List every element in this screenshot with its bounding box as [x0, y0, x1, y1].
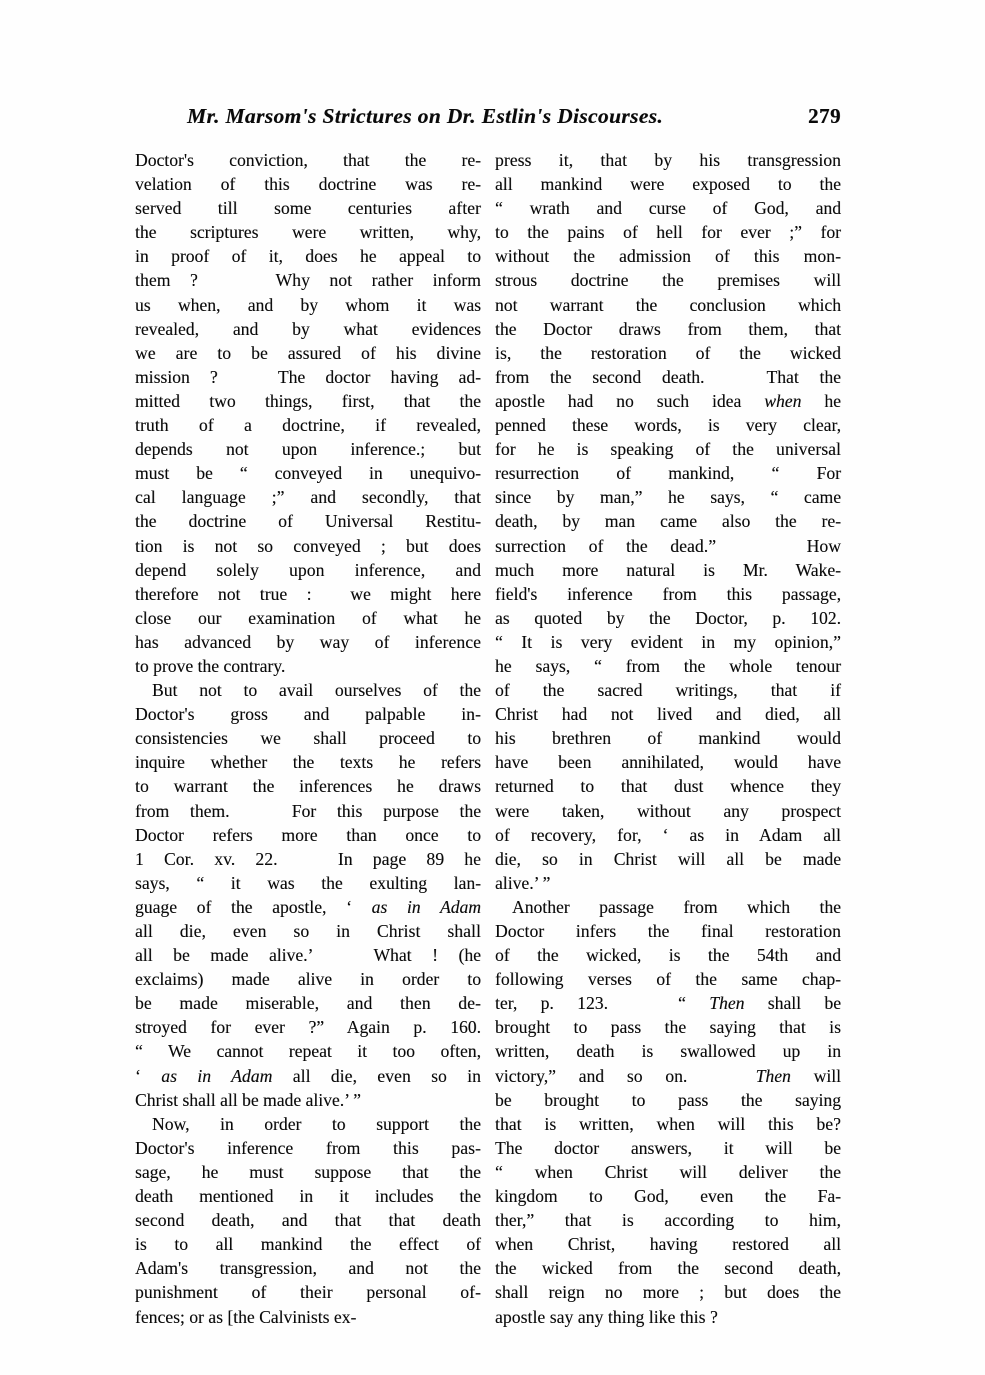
running-head-title: Mr. Marsom's Strictures on Dr. Estlin's Discourses. — [187, 104, 664, 128]
text-line: sage, he must suppose that the — [135, 1161, 481, 1182]
text-line: written, death is swallowed up in — [495, 1041, 841, 1062]
text-line: depend solely upon inference, and — [135, 559, 481, 580]
text-line: alive.’ ” — [495, 872, 551, 893]
text-line: surrection of the dead.” How — [495, 535, 841, 556]
text-line: depends not upon inference.; but — [135, 439, 481, 460]
text-line: served till some centuries after — [135, 198, 481, 219]
text-line: as quoted by the Doctor, p. 102. — [495, 607, 841, 628]
text-line: fences; or as [the Calvinists ex- — [135, 1306, 357, 1327]
text-line: ther,” that is according to him, — [495, 1210, 841, 1231]
text-line: punishment of their personal of- — [135, 1282, 481, 1303]
text-line: “ when Christ will deliver the — [495, 1161, 841, 1182]
text-line: die, so in Christ will all be made — [495, 848, 841, 869]
text-line: for he is speaking of the universal — [495, 439, 841, 460]
text-line: much more natural is Mr. Wake- — [495, 559, 841, 580]
text-line: Doctor's inference from this pas- — [135, 1137, 481, 1158]
text-line: to warrant the inferences he draws — [135, 776, 481, 797]
text-line: that is written, when will this be? — [495, 1113, 841, 1134]
text-line: to the pains of hell for ever ;” for — [495, 222, 841, 243]
text-line: consistencies we shall proceed to — [135, 728, 481, 749]
text-line: of the sacred writings, that if — [495, 680, 841, 701]
running-head — [135, 104, 841, 138]
text-line: when Christ, having restored all — [495, 1234, 841, 1255]
text-line: kingdom to God, even the Fa- — [495, 1186, 841, 1207]
text-line: of recovery, for, ‘ as in Adam all — [495, 824, 841, 845]
text-line: his brethren of mankind would — [495, 728, 841, 749]
text-line: all die, even so in Christ shall — [135, 921, 481, 941]
text-line: Doctor refers more than once to — [135, 824, 481, 845]
page-number: 279 — [808, 104, 841, 128]
text-line: returned to that dust whence they — [495, 776, 841, 797]
text-line: death, by man came also the re- — [495, 511, 841, 532]
text-column-right — [495, 148, 841, 1329]
text-line: following verses of the same chap- — [495, 969, 841, 990]
text-line: guage of the apostle, ‘ as in Adam — [135, 896, 481, 917]
text-line: ter, p. 123. “ Then shall be — [495, 993, 842, 1014]
text-line: Doctor's conviction, that the re- — [135, 150, 481, 170]
text-line: of the wicked, is the 54th and — [495, 945, 841, 966]
text-line: the wicked from the second death, — [495, 1258, 841, 1279]
text-line: stroyed for ever ?” Again p. 160. — [135, 1017, 481, 1038]
text-line: close our examination of what he — [135, 607, 481, 628]
text-line: the doctrine of Universal Restitu- — [135, 511, 481, 532]
text-column-left — [135, 148, 481, 1329]
text-line: says, “ it was the exulting lan- — [135, 872, 481, 893]
text-line: the scriptures were written, why, — [135, 222, 481, 243]
text-line: The doctor answers, it will be — [495, 1137, 841, 1158]
text-line: since by man,” he says, “ came — [495, 487, 841, 508]
text-line: But not to avail ourselves of the — [152, 680, 481, 701]
text-line: mission ? The doctor having ad- — [135, 366, 481, 387]
text-line: second death, and that that death — [135, 1210, 481, 1231]
text-line: be brought to pass the saying — [495, 1089, 841, 1110]
text-line: all be made alive.’ What ! (he — [135, 945, 481, 966]
text-line: apostle say any thing like this ? — [495, 1306, 718, 1327]
text-line: resurrection of mankind, “ For — [495, 463, 841, 484]
text-line: cal language ;” and secondly, that — [135, 487, 481, 508]
text-line: victory,” and so on. Then will — [495, 1065, 841, 1086]
text-line: Doctor's gross and palpable in- — [135, 704, 481, 725]
text-line: to prove the contrary. — [135, 655, 286, 676]
text-line: have been annihilated, would have — [495, 752, 841, 773]
text-line: ‘ as in Adam all die, even so in — [135, 1065, 481, 1086]
text-line: therefore not true : we might here — [135, 583, 481, 604]
text-line: field's inference from this passage, — [495, 583, 841, 604]
text-line: velation of this doctrine was re- — [135, 174, 481, 195]
text-line: Christ shall all be made alive.’ ” — [135, 1089, 361, 1110]
text-line: strous doctrine the premises will — [495, 270, 841, 291]
text-line: tion is not so conveyed ; but does — [135, 535, 481, 556]
text-line: were taken, without any prospect — [495, 800, 841, 821]
text-line: inquire whether the texts he refers — [135, 752, 481, 773]
text-line: “ It is very evident in my opinion,” — [495, 631, 841, 652]
two-column-body — [135, 148, 841, 1329]
text-line: Another passage from which the — [512, 896, 841, 917]
text-line: them ? Why not rather inform — [135, 270, 481, 291]
text-line: revealed, and by what evidences — [135, 318, 481, 339]
text-line: Now, in order to support the — [152, 1113, 481, 1134]
text-line: we are to be assured of his divine — [135, 342, 481, 363]
text-line: from them. For this purpose the — [135, 800, 481, 821]
text-line: 1 Cor. xv. 22. In page 89 he — [135, 848, 481, 869]
text-line: all mankind were exposed to the — [495, 174, 841, 195]
text-line: must be “ conveyed in unequivo- — [135, 463, 481, 484]
text-line: from the second death. That the — [495, 366, 841, 387]
text-line: Adam's transgression, and not the — [135, 1258, 481, 1279]
text-line: Doctor infers the final restoration — [495, 921, 841, 941]
text-line: has advanced by way of inference — [135, 631, 481, 652]
text-line: mitted two things, first, that the — [135, 390, 481, 411]
text-line: press it, that by his transgression — [495, 150, 841, 170]
text-line: without the admission of this mon- — [495, 246, 841, 267]
text-line: “ wrath and curse of God, and — [495, 198, 841, 219]
text-line: the Doctor draws from them, that — [495, 318, 841, 339]
text-line: he says, “ from the whole tenour — [495, 655, 841, 676]
text-line: shall reign no more ; but does the — [495, 1282, 841, 1303]
text-line: death mentioned in it includes the — [135, 1186, 481, 1207]
text-line: apostle had no such idea when he — [495, 390, 841, 411]
text-line: not warrant the conclusion which — [495, 294, 841, 315]
text-line: in proof of it, does he appeal to — [135, 246, 481, 267]
text-line: “ We cannot repeat it too often, — [135, 1041, 481, 1062]
text-line: be made miserable, and then de- — [135, 993, 481, 1014]
text-line: penned these words, is very clear, — [495, 415, 841, 436]
text-line: is to all mankind the effect of — [135, 1234, 481, 1255]
text-line: is, the restoration of the wicked — [495, 342, 841, 363]
text-line: us when, and by whom it was — [135, 294, 481, 315]
text-line: brought to pass the saying that is — [495, 1017, 841, 1038]
text-line: truth of a doctrine, if revealed, — [135, 415, 481, 436]
text-line: Christ had not lived and died, all — [495, 704, 841, 725]
text-line: exclaims) made alive in order to — [135, 969, 481, 990]
